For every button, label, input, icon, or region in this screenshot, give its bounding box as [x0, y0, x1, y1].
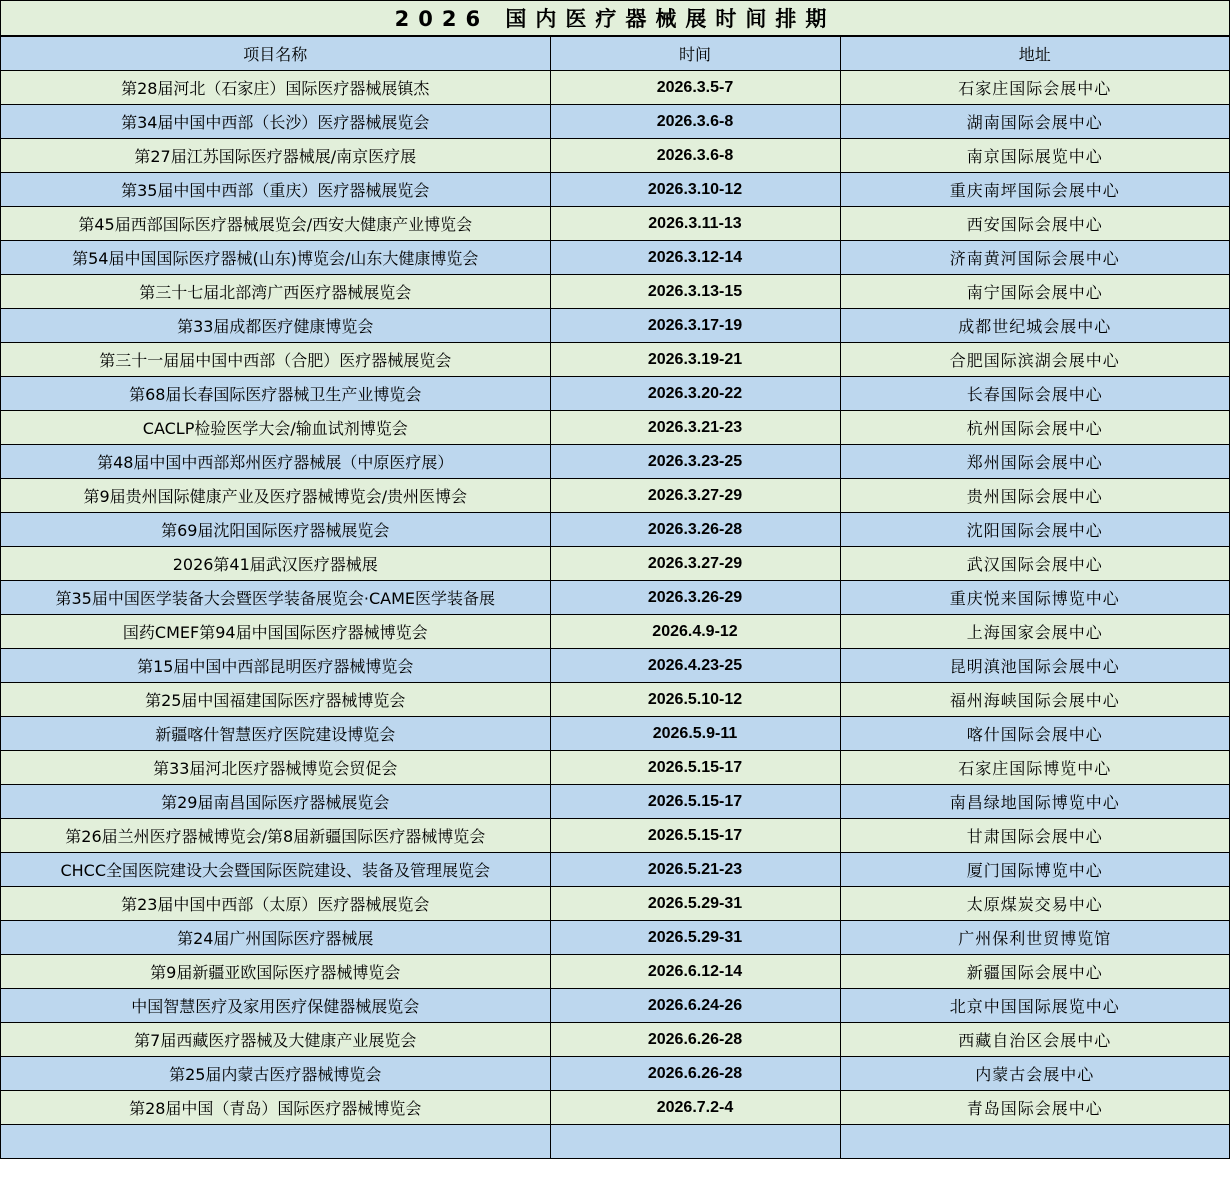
table-row — [1, 921, 1229, 955]
empty-cell[interactable] — [1, 1125, 550, 1159]
cell-name[interactable]: 第29届南昌国际医疗器械展览会 — [1, 785, 550, 819]
table-row — [1, 445, 1229, 479]
cell-date[interactable]: 2026.4.23-25 — [550, 649, 840, 683]
table-row — [1, 751, 1229, 785]
table-row — [1, 343, 1229, 377]
cell-date[interactable]: 2026.3.27-29 — [550, 479, 840, 513]
table-row — [1, 1057, 1229, 1091]
empty-row — [1, 1125, 1229, 1159]
table-row — [1, 513, 1229, 547]
table-row — [1, 989, 1229, 1023]
cell-venue[interactable]: 南京国际展览中心 — [840, 139, 1229, 173]
cell-name[interactable]: 第9届新疆亚欧国际医疗器械博览会 — [1, 955, 550, 989]
cell-date[interactable]: 2026.5.15-17 — [550, 819, 840, 853]
cell-date[interactable]: 2026.5.15-17 — [550, 751, 840, 785]
cell-name[interactable]: 第28届河北（石家庄）国际医疗器械展镇杰 — [1, 71, 550, 105]
table-row — [1, 955, 1229, 989]
table-row — [1, 649, 1229, 683]
cell-venue[interactable]: 新疆国际会展中心 — [840, 955, 1229, 989]
header-row — [1, 37, 1229, 71]
cell-venue[interactable]: 内蒙古会展中心 — [840, 1057, 1229, 1091]
table-row — [1, 241, 1229, 275]
cell-name[interactable]: 第9届贵州国际健康产业及医疗器械博览会/贵州医博会 — [1, 479, 550, 513]
cell-date[interactable]: 2026.7.2-4 — [550, 1091, 840, 1125]
cell-name[interactable]: 第33届成都医疗健康博览会 — [1, 309, 550, 343]
cell-name[interactable]: 第34届中国中西部（长沙）医疗器械展览会 — [1, 105, 550, 139]
cell-name[interactable]: 第26届兰州医疗器械博览会/第8届新疆国际医疗器械博览会 — [1, 819, 550, 853]
cell-name[interactable]: 第25届中国福建国际医疗器械博览会 — [1, 683, 550, 717]
cell-date[interactable]: 2026.5.15-17 — [550, 785, 840, 819]
cell-venue[interactable]: 重庆悦来国际博览中心 — [840, 581, 1229, 615]
table-row — [1, 207, 1229, 241]
cell-name[interactable]: 第45届西部国际医疗器械展览会/西安大健康产业博览会 — [1, 207, 550, 241]
cell-date[interactable]: 2026.3.6-8 — [550, 139, 840, 173]
cell-date[interactable]: 2026.3.12-14 — [550, 241, 840, 275]
cell-venue[interactable]: 广州保利世贸博览馆 — [840, 921, 1229, 955]
cell-date[interactable]: 2026.4.9-12 — [550, 615, 840, 649]
cell-name[interactable]: 第三十一届届中国中西部（合肥）医疗器械展览会 — [1, 343, 550, 377]
cell-date[interactable]: 2026.3.20-22 — [550, 377, 840, 411]
cell-name[interactable]: 第25届内蒙古医疗器械博览会 — [1, 1057, 550, 1091]
cell-venue[interactable]: 南宁国际会展中心 — [840, 275, 1229, 309]
cell-name[interactable]: 第69届沈阳国际医疗器械展览会 — [1, 513, 550, 547]
cell-date[interactable]: 2026.6.26-28 — [550, 1057, 840, 1091]
cell-venue[interactable]: 长春国际会展中心 — [840, 377, 1229, 411]
cell-venue[interactable]: 甘肃国际会展中心 — [840, 819, 1229, 853]
header-name[interactable]: 项目名称 — [1, 37, 550, 71]
cell-venue[interactable]: 喀什国际会展中心 — [840, 717, 1229, 751]
cell-date[interactable]: 2026.5.29-31 — [550, 887, 840, 921]
empty-cell[interactable] — [550, 1125, 840, 1159]
table-row — [1, 615, 1229, 649]
empty-cell[interactable] — [840, 1125, 1229, 1159]
table-row — [1, 717, 1229, 751]
table-row — [1, 105, 1229, 139]
cell-venue[interactable]: 合肥国际滨湖会展中心 — [840, 343, 1229, 377]
cell-venue[interactable]: 湖南国际会展中心 — [840, 105, 1229, 139]
cell-venue[interactable]: 贵州国际会展中心 — [840, 479, 1229, 513]
table-row — [1, 785, 1229, 819]
cell-date[interactable]: 2026.6.24-26 — [550, 989, 840, 1023]
cell-date[interactable]: 2026.6.26-28 — [550, 1023, 840, 1057]
table-row — [1, 1091, 1229, 1125]
cell-name[interactable]: CHCC全国医院建设大会暨国际医院建设、装备及管理展览会 — [1, 853, 550, 887]
cell-venue[interactable]: 石家庄国际会展中心 — [840, 71, 1229, 105]
cell-name[interactable]: CACLP检验医学大会/输血试剂博览会 — [1, 411, 550, 445]
cell-venue[interactable]: 北京中国国际展览中心 — [840, 989, 1229, 1023]
cell-venue[interactable]: 西藏自治区会展中心 — [840, 1023, 1229, 1057]
cell-name[interactable]: 第48届中国中西部郑州医疗器械展（中原医疗展） — [1, 445, 550, 479]
cell-name[interactable]: 第27届江苏国际医疗器械展/南京医疗展 — [1, 139, 550, 173]
cell-name[interactable]: 第28届中国（青岛）国际医疗器械博览会 — [1, 1091, 550, 1125]
cell-name[interactable]: 新疆喀什智慧医疗医院建设博览会 — [1, 717, 550, 751]
table-row — [1, 1023, 1229, 1057]
cell-date[interactable]: 2026.3.17-19 — [550, 309, 840, 343]
header-venue[interactable]: 地址 — [840, 37, 1229, 71]
table-row — [1, 683, 1229, 717]
cell-date[interactable]: 2026.3.26-29 — [550, 581, 840, 615]
schedule-table — [1, 36, 1229, 1159]
cell-date[interactable]: 2026.3.26-28 — [550, 513, 840, 547]
cell-venue[interactable]: 上海国家会展中心 — [840, 615, 1229, 649]
cell-date[interactable]: 2026.3.5-7 — [550, 71, 840, 105]
table-row — [1, 581, 1229, 615]
cell-name[interactable]: 第35届中国医学装备大会暨医学装备展览会·CAME医学装备展 — [1, 581, 550, 615]
cell-date[interactable]: 2026.3.6-8 — [550, 105, 840, 139]
cell-venue[interactable]: 武汉国际会展中心 — [840, 547, 1229, 581]
cell-date[interactable]: 2026.3.27-29 — [550, 547, 840, 581]
table-row — [1, 139, 1229, 173]
cell-venue[interactable]: 南昌绿地国际博览中心 — [840, 785, 1229, 819]
cell-name[interactable]: 国药CMEF第94届中国国际医疗器械博览会 — [1, 615, 550, 649]
cell-venue[interactable]: 石家庄国际博览中心 — [840, 751, 1229, 785]
table-row — [1, 377, 1229, 411]
cell-date[interactable]: 2026.3.23-25 — [550, 445, 840, 479]
cell-venue[interactable]: 西安国际会展中心 — [840, 207, 1229, 241]
cell-name[interactable]: 第15届中国中西部昆明医疗器械博览会 — [1, 649, 550, 683]
cell-venue[interactable]: 福州海峡国际会展中心 — [840, 683, 1229, 717]
cell-venue[interactable]: 重庆南坪国际会展中心 — [840, 173, 1229, 207]
cell-venue[interactable]: 成都世纪城会展中心 — [840, 309, 1229, 343]
table-row — [1, 309, 1229, 343]
cell-date[interactable]: 2026.3.10-12 — [550, 173, 840, 207]
cell-date[interactable]: 2026.3.11-13 — [550, 207, 840, 241]
table-row — [1, 547, 1229, 581]
header-date[interactable]: 时间 — [550, 37, 840, 71]
cell-venue[interactable]: 太原煤炭交易中心 — [840, 887, 1229, 921]
table-body — [1, 71, 1229, 1159]
cell-name[interactable]: 第7届西藏医疗器械及大健康产业展览会 — [1, 1023, 550, 1057]
cell-name[interactable]: 第68届长春国际医疗器械卫生产业博览会 — [1, 377, 550, 411]
cell-name[interactable]: 中国智慧医疗及家用医疗保健器械展览会 — [1, 989, 550, 1023]
cell-date[interactable]: 2026.5.21-23 — [550, 853, 840, 887]
cell-date[interactable]: 2026.3.21-23 — [550, 411, 840, 445]
cell-date[interactable]: 2026.5.10-12 — [550, 683, 840, 717]
cell-venue[interactable]: 杭州国际会展中心 — [840, 411, 1229, 445]
table-row — [1, 853, 1229, 887]
table-row — [1, 275, 1229, 309]
cell-venue[interactable]: 郑州国际会展中心 — [840, 445, 1229, 479]
cell-venue[interactable]: 昆明滇池国际会展中心 — [840, 649, 1229, 683]
table-row — [1, 479, 1229, 513]
cell-date[interactable]: 2026.5.9-11 — [550, 717, 840, 751]
cell-name[interactable]: 第24届广州国际医疗器械展 — [1, 921, 550, 955]
cell-name[interactable]: 第23届中国中西部（太原）医疗器械展览会 — [1, 887, 550, 921]
cell-venue[interactable]: 青岛国际会展中心 — [840, 1091, 1229, 1125]
cell-date[interactable]: 2026.6.12-14 — [550, 955, 840, 989]
cell-name[interactable]: 第33届河北医疗器械博览会贸促会 — [1, 751, 550, 785]
cell-venue[interactable]: 沈阳国际会展中心 — [840, 513, 1229, 547]
cell-name[interactable]: 第三十七届北部湾广西医疗器械展览会 — [1, 275, 550, 309]
table-row — [1, 71, 1229, 105]
table-row — [1, 887, 1229, 921]
table-row — [1, 411, 1229, 445]
cell-name[interactable]: 第54届中国国际医疗器械(山东)博览会/山东大健康博览会 — [1, 241, 550, 275]
title-row — [1, 1, 1229, 36]
cell-name[interactable]: 第35届中国中西部（重庆）医疗器械展览会 — [1, 173, 550, 207]
cell-date[interactable]: 2026.5.29-31 — [550, 921, 840, 955]
page-title: 2026 国内医疗器械展时间排期 — [394, 7, 836, 31]
cell-date[interactable]: 2026.3.13-15 — [550, 275, 840, 309]
cell-date[interactable]: 2026.3.19-21 — [550, 343, 840, 377]
table-row — [1, 173, 1229, 207]
cell-venue[interactable]: 济南黄河国际会展中心 — [840, 241, 1229, 275]
table-row — [1, 819, 1229, 853]
cell-name[interactable]: 2026第41届武汉医疗器械展 — [1, 547, 550, 581]
cell-venue[interactable]: 厦门国际博览中心 — [840, 853, 1229, 887]
